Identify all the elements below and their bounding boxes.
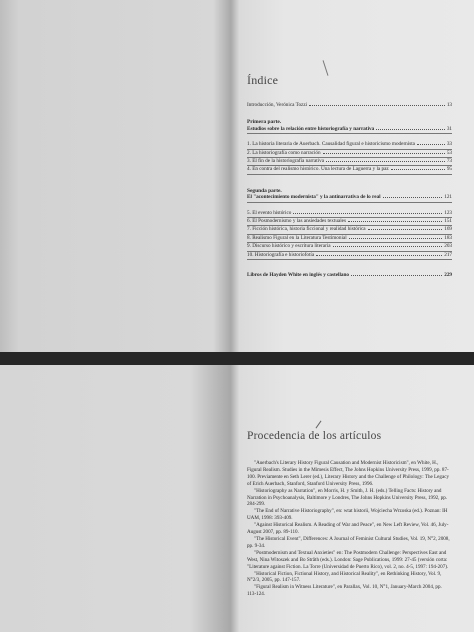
toc-item: 1. La historia literaria de Auerbach. Causalidad figural e historicismo modernista 33 — [247, 141, 452, 149]
toc-books: Libros de Hayden White en inglés y castellano 229 — [247, 272, 452, 279]
source-entry: "Figural Realism in Witness Literature", en Parallax, Vol. 10, N°1, January-March 2004, pp. 113-124. — [247, 584, 442, 598]
source-entry: "Postmodernism and Textual Anxieties" en: The Postmodern Challenge: Perspectives East and West, Nina Witoszek and Bo Stråth (eds.). London: Sage Publications, 1999: 27-45 (versión corta: "Literature against Fiction. La Torre (Universidad de Puerto Rico), vol. 2, no. 4-5, 1997: 194-207). — [247, 549, 449, 570]
toc-item: 8. Realismo Figural en la Literatura Testimonial 183 — [247, 235, 452, 243]
toc-item: 3. El fin de la historiografía narrativa 73 — [247, 158, 452, 166]
bottom-book-spread — [0, 365, 474, 632]
part1-label: Primera parte. — [247, 119, 282, 126]
source-entry: "Against Historical Realism. A Reading of War and Peace", en New Left Review, Vol. 46, July-August 2007, pp. 89-110. — [247, 522, 449, 536]
sources-title: Procedencia de los artículos — [247, 430, 382, 442]
source-entry: "Historiography as Narration", en Morris, H. y Smith, J. H. (eds.) Telling Facts: History and Narration in Psychoanalysis, Baltimore y Londres, The Johns Hopkins University Press, 1992, pp. 284-299. — [247, 487, 448, 508]
part2-title: El "acontecimiento modernista" y la antinarrativa de lo real 121 — [247, 194, 452, 202]
source-entry: "The End of Narrative Historiography", en: wtat historii, Wojciecha Wrzoska (ed.). Poznan: IH UAM, 1998: 393-409. — [247, 508, 448, 522]
toc-item: 10. Historiografía e historiofotía 217 — [247, 252, 452, 260]
toc-item: 4. En contra del realismo histórico. Una lectura de Laguerra y la paz 95 — [247, 166, 452, 174]
toc-item: 2. La historiografía como narración 53 — [247, 150, 452, 158]
part2-label: Segunda parte. — [247, 187, 282, 194]
sources-page — [247, 430, 452, 598]
source-entry: "The Historical Event", Differences: A Journal of Feminist Cultural Studies, Vol. 19, N°2, 2008, pp. 9-34. — [247, 535, 450, 549]
toc-item: 6. El Posmodernismo y las ansiedades textuales 151 — [247, 218, 452, 226]
toc-item: 7. Ficción histórica, historia ficcional y realidad histórica 169 — [247, 226, 452, 234]
spread-gap — [0, 352, 474, 365]
source-entry: "Historical Fiction, Fictional History, and Historical Reality", en Rethinking History, Vol. 9, N°2/3, 2005, pp. 147-157. — [247, 570, 442, 584]
source-entry: "Auerbach's Literary History Figural Causation and Modernist Historicism", en White, H., Figural Realism. Studies in the Mimesis Effect, The Johns Hopkins University Press, 1999, pp. 87-100. Previamente en Seth Lerer (ed.), Literary History and the Challenge of Philology: The Legacy of Erich Auerbach, Stanford, Stanford University Press, 1996. — [247, 460, 450, 487]
sources-list — [247, 460, 452, 598]
part1-title: Estudios sobre la relación entre historiografía y narrativa 31 — [247, 126, 452, 134]
index-title: Índice — [247, 73, 279, 87]
toc-intro: Introducción, Verónica Tozzi 13 — [247, 102, 452, 108]
toc-item: 5. El evento histórico 123 — [247, 210, 452, 218]
toc-item: 9. Discurso histórico y escritura literaria 203 — [247, 243, 452, 251]
index-page — [247, 73, 452, 280]
